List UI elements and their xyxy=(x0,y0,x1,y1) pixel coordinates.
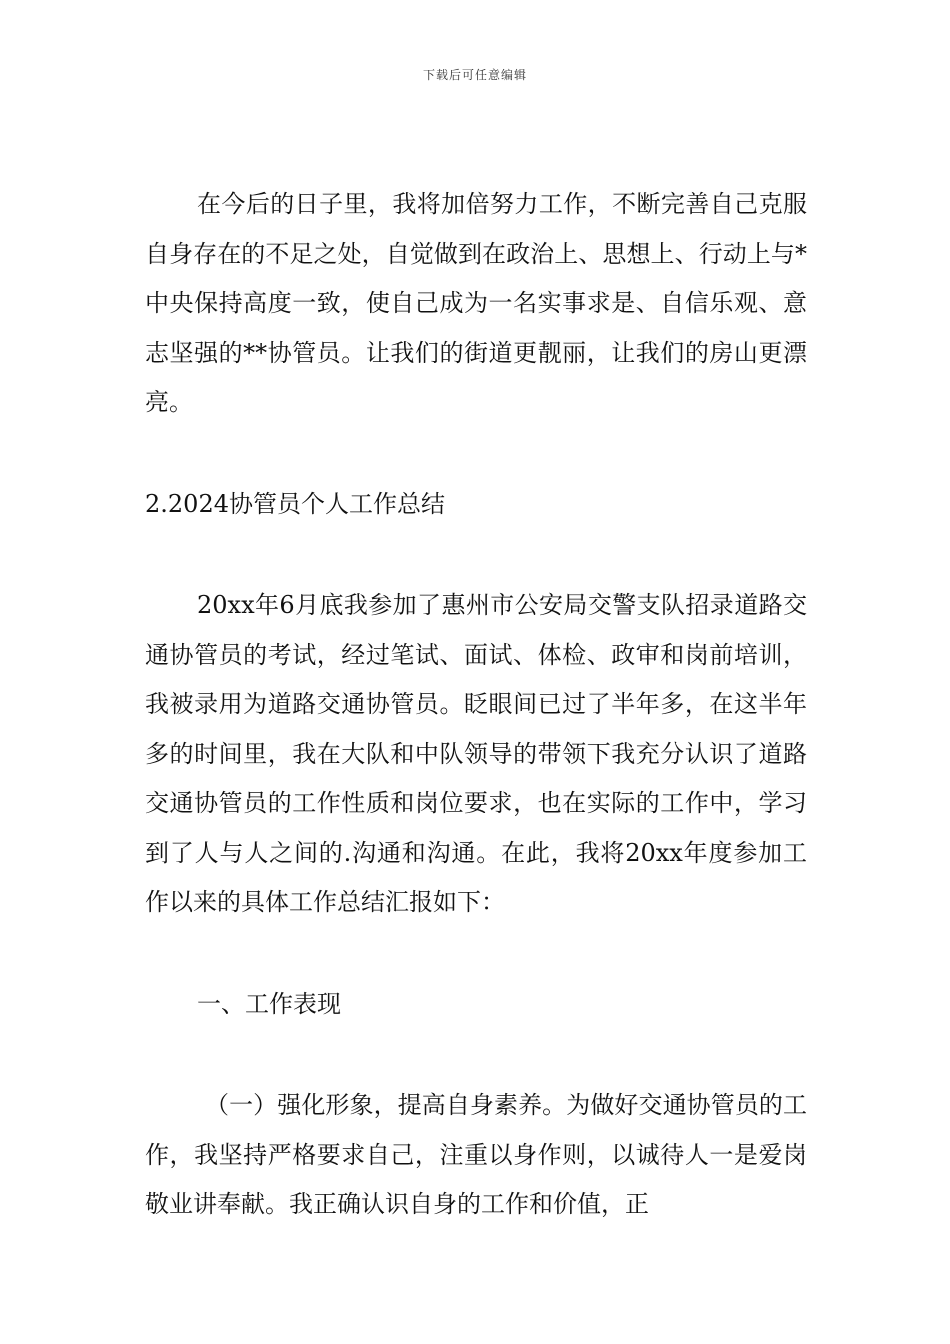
paragraph-closing: 在今后的日子里，我将加倍努力工作，不断完善自己克服自身存在的不足之处，自觉做到在政治上、思想上、行动上与*中央保持高度一致，使自己成为一名实事求是、自信乐观、意志坚强的**协管员。让我们的街道更靓丽，让我们的房山更漂亮。 xyxy=(145,190,807,416)
paragraph-image-quality: （一）强化形象，提高自身素养。为做好交通协管员的工作，我坚持严格要求自己，注重以身作则，以诚待人一是爱岗敬业讲奉献。我正确认识自身的工作和价值，正 xyxy=(145,1091,807,1218)
document-body xyxy=(145,180,807,1230)
paragraph-intro: 20xx年6月底我参加了惠州市公安局交警支队招录道路交通协管员的考试，经过笔试、面试、体检、政审和岗前培训，我被录用为道路交通协管员。眨眼间已过了半年多，在这半年多的时间里，我在大队和中队领导的带领下我充分认识了道路交通协管员的工作性质和岗位要求，也在实际的工作中，学习到了人与人之间的.沟通和沟通。在此，我将20xx年度参加工作以来的具体工作总结汇报如下： xyxy=(145,591,807,916)
subheading-work-performance: 一、工作表现 xyxy=(197,989,341,1018)
section-title: 2.2024协管员个人工作总结 xyxy=(145,489,445,518)
page-header-note: 下载后可任意编辑 xyxy=(422,68,527,82)
